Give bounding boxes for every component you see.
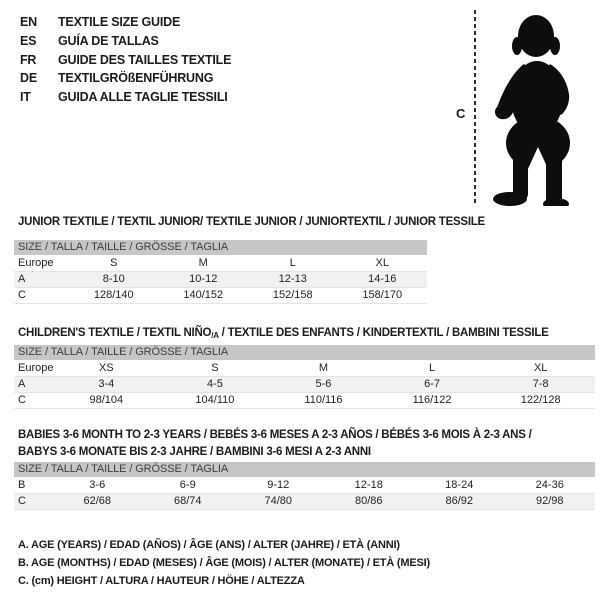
baby-silhouette <box>486 6 590 206</box>
table-row-europe <box>14 360 595 376</box>
lang-code: EN <box>20 15 37 29</box>
row-label: Europe <box>14 360 52 376</box>
size-header-bar: SIZE / TALLA / TAILLE / GRÖSSE / TAGLIA <box>14 345 595 360</box>
cell: XL <box>486 360 595 376</box>
cell: 104/110 <box>161 392 270 408</box>
cell: 9-12 <box>233 477 324 493</box>
cell: 152/158 <box>248 287 338 303</box>
lang-code: IT <box>20 90 31 105</box>
cell: 7-8 <box>486 376 595 392</box>
table-row-a <box>14 271 427 287</box>
lang-row-fr <box>20 51 231 70</box>
height-measure-dashed-line <box>474 10 476 205</box>
row-label: A <box>14 376 52 392</box>
lang-code: ES <box>20 33 37 48</box>
cell: 92/98 <box>505 493 596 509</box>
cell: 158/170 <box>338 287 428 303</box>
cell: 86/92 <box>414 493 505 509</box>
cell: 4-5 <box>161 376 270 392</box>
lang-row-it <box>20 88 231 107</box>
cell: S <box>161 360 270 376</box>
language-title-list <box>20 13 231 107</box>
table-header-row <box>14 345 595 360</box>
row-label: Europe <box>14 255 69 271</box>
lang-code: DE <box>20 71 37 86</box>
row-label: A <box>14 271 69 287</box>
cell: 18-24 <box>414 477 505 493</box>
cell: 62/68 <box>52 493 143 509</box>
height-measure-label: C <box>456 106 466 121</box>
children-title-rest: / TEXTILE DES ENFANTS / KINDERTEXTIL / BAMBINI TESSILE <box>218 327 549 339</box>
row-label: C <box>14 287 69 303</box>
note-age-months: B. AGE (MONTHS) / EDAD (MESES) / ÂGE (MOIS) / ALTER (MONATE) / ETÀ (MESI) <box>18 557 430 569</box>
cell: L <box>248 255 338 271</box>
children-title-sub: /A <box>211 331 219 340</box>
table-row-c <box>14 392 595 408</box>
table-row-c <box>14 493 595 509</box>
cell: 12-13 <box>248 271 338 287</box>
cell: 3-6 <box>52 477 143 493</box>
size-header-bar: SIZE / TALLA / TAILLE / GRÖSSE / TAGLIA <box>14 240 427 255</box>
row-label: C <box>14 493 52 509</box>
size-header-bar: SIZE / TALLA / TAILLE / GRÖSSE / TAGLIA <box>14 462 595 477</box>
lang-title: TEXTILGRÖßENFÜHRUNG <box>58 71 214 86</box>
cell: 110/116 <box>269 392 378 408</box>
cell: 14-16 <box>338 271 428 287</box>
cell: XS <box>52 360 161 376</box>
table-row-a <box>14 376 595 392</box>
cell: 8-10 <box>69 271 159 287</box>
cell: 5-6 <box>269 376 378 392</box>
lang-row-en <box>20 13 231 32</box>
cell: S <box>69 255 159 271</box>
lang-title: TEXTILE SIZE GUIDE <box>58 15 181 29</box>
lang-code: FR <box>20 52 37 67</box>
table-row-c <box>14 287 427 303</box>
row-label: C <box>14 392 52 408</box>
cell: 3-4 <box>52 376 161 392</box>
cell: 140/152 <box>159 287 249 303</box>
children-size-table <box>14 345 595 409</box>
cell: 116/122 <box>378 392 487 408</box>
cell: 74/80 <box>233 493 324 509</box>
junior-size-table <box>14 240 427 304</box>
cell: XL <box>338 255 428 271</box>
lang-title: GUIDE DES TAILLES TEXTILE <box>58 52 232 67</box>
children-title-main: CHILDREN'S TEXTILE / TEXTIL NIÑO <box>18 327 212 339</box>
cell: 12-18 <box>324 477 415 493</box>
junior-table-title: JUNIOR TEXTILE / TEXTIL JUNIOR/ TEXTILE JUNIOR / JUNIORTEXTIL / JUNIOR TESSILE <box>18 216 485 228</box>
babies-table-title: BABIES 3-6 MONTH TO 2-3 YEARS / BEBÉS 3-6 MESES A 2-3 AÑOS / BÉBÉS 3-6 MOIS À 2-3 ANS / BABYS 3-6 MONATE BIS 2-3 JAHRE / BAMBINI 3-6 MESI A 2-3 ANNI <box>18 429 532 458</box>
cell: M <box>159 255 249 271</box>
table-header-row <box>14 240 427 255</box>
cell: L <box>378 360 487 376</box>
cell: 10-12 <box>159 271 249 287</box>
lang-row-es <box>20 32 231 51</box>
cell: 80/86 <box>324 493 415 509</box>
children-table-title <box>18 325 549 344</box>
cell: 128/140 <box>69 287 159 303</box>
row-label: B <box>14 477 52 493</box>
babies-size-table <box>14 462 595 510</box>
lang-title: GUÍA DE TALLAS <box>58 33 159 48</box>
cell: 122/128 <box>486 392 595 408</box>
note-age-years: A. AGE (YEARS) / EDAD (AÑOS) / ÂGE (ANS) / ALTER (JAHRE) / ETÀ (ANNI) <box>18 539 400 551</box>
cell: 6-7 <box>378 376 487 392</box>
table-header-row <box>14 462 595 477</box>
table-row-europe <box>14 255 427 271</box>
cell: 24-36 <box>505 477 596 493</box>
table-row-b <box>14 477 595 493</box>
lang-title: GUIDA ALLE TAGLIE TESSILI <box>58 90 228 105</box>
cell: 6-9 <box>143 477 234 493</box>
lang-row-de <box>20 69 231 88</box>
cell: 98/104 <box>52 392 161 408</box>
legend-notes <box>18 536 430 590</box>
cell: 68/74 <box>143 493 234 509</box>
cell: M <box>269 360 378 376</box>
note-height: C. (cm) HEIGHT / ALTURA / HAUTEUR / HÖHE / ALTEZZA <box>18 575 305 587</box>
